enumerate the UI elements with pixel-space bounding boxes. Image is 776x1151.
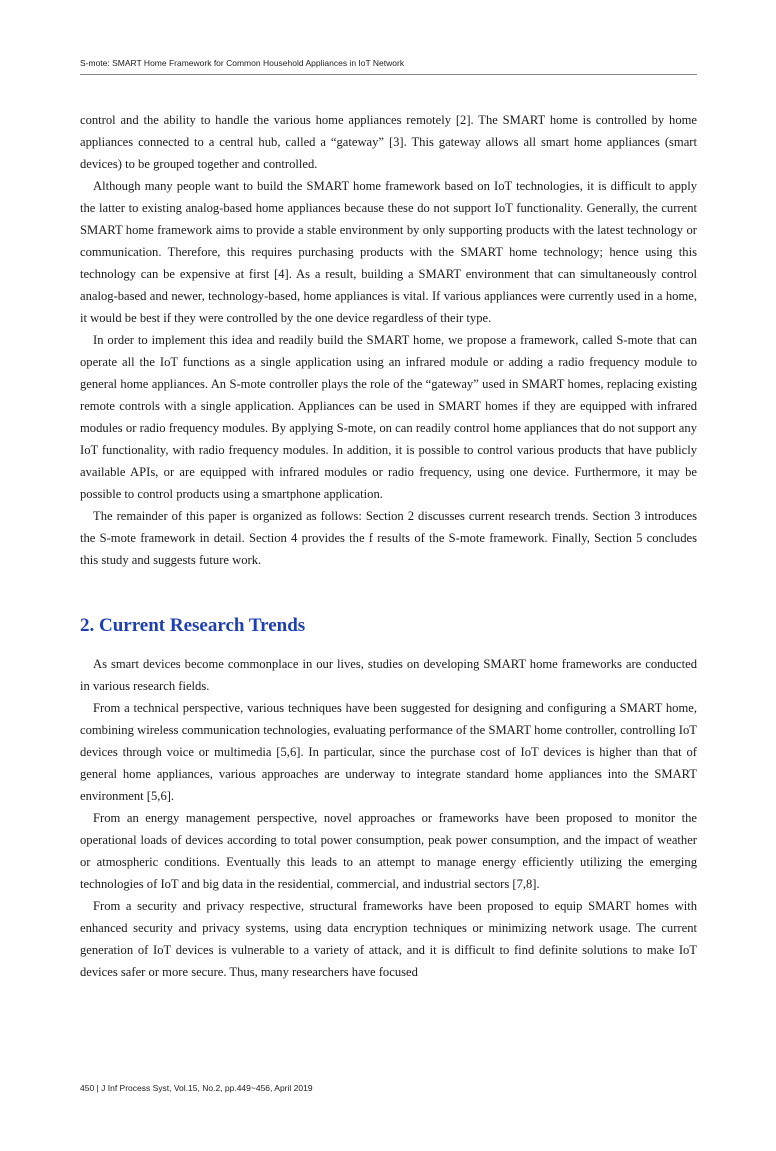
running-header: S-mote: SMART Home Framework for Common Household Appliances in IoT Network <box>80 58 405 68</box>
section-paragraph: From a technical perspective, various techniques have been suggested for designing and configuring a SMART home, combining wireless communication technologies, evaluating performance of the SMART home controller, controlling IoT devices through voice or multimedia [5,6]. In particular, since the purchase cost of IoT devices is higher than that of general home appliances, various approaches are underway to integrate standard home appliances into the SMART environment [5,6]. <box>80 701 697 803</box>
running-footer: 450 | J Inf Process Syst, Vol.15, No.2, pp.449~456, April 2019 <box>80 1083 313 1093</box>
header-divider <box>80 74 697 75</box>
intro-paragraph: Although many people want to build the SMART home framework based on IoT technologies, it is difficult to apply the latter to existing analog-based home appliances because these do not support IoT functionality. Generally, the current SMART home framework aims to provide a stable environment by only supporting products with the latest technology or communication. Therefore, this requires purchasing products with the SMART home technology; hence using this technology can be expensive at first [4]. As a result, building a SMART environment that can simultaneously control analog-based and newer, technology-based, home appliances is vital. If various appliances were currently used in a home, it would be best if they were controlled by the one device regardless of their type. <box>80 179 697 325</box>
section-paragraph: As smart devices become commonplace in our lives, studies on developing SMART home frameworks are conducted in various research fields. <box>80 657 697 693</box>
section-paragraph: From a security and privacy respective, structural frameworks have been proposed to equip SMART homes with enhanced security and privacy systems, using data encryption techniques or minimizing network usage. The current generation of IoT devices is vulnerable to a variety of attack, and it is difficult to find definite solutions to make IoT devices safer or more secure. Thus, many researchers have focused <box>80 899 697 979</box>
body-text <box>80 109 697 983</box>
section-paragraph: From an energy management perspective, novel approaches or frameworks have been proposed to monitor the operational loads of devices according to total power consumption, peak power consumption, and the impact of weather or atmospheric conditions. Eventually this leads to an attempt to manage energy efficiently utilizing the emerging technologies of IoT and big data in the residential, commercial, and industrial sectors [7,8]. <box>80 811 697 891</box>
section-heading: 2. Current Research Trends <box>80 615 306 636</box>
intro-paragraph: In order to implement this idea and readily build the SMART home, we propose a framework, called S-mote that can operate all the IoT functions as a single application using an infrared module or adding a radio frequency module to general home appliances. An S-mote controller plays the role of the “gateway” used in SMART homes, replacing existing remote controls with a single application. Appliances can be used in SMART homes if they are equipped with infrared modules or radio frequency modules. By applying S-mote, on can readily control home appliances that do not support any IoT functionality, with radio frequency modules. In addition, it is possible to control various products that have publicly available APIs, or are equipped with infrared modules or radio frequency, using one device. Furthermore, it may be possible to control products using a smartphone application. <box>80 333 697 501</box>
intro-paragraph-continuation: control and the ability to handle the various home appliances remotely [2]. The SMART home is controlled by home appliances connected to a central hub, called a “gateway” [3]. This gateway allows all smart home appliances (smart devices) to be grouped together and controlled. <box>80 113 697 171</box>
intro-paragraph: The remainder of this paper is organized as follows: Section 2 discusses current research trends. Section 3 introduces the S-mote framework in detail. Section 4 provides the f results of the S-mote framework. Finally, Section 5 concludes this study and suggests future work. <box>80 509 697 567</box>
